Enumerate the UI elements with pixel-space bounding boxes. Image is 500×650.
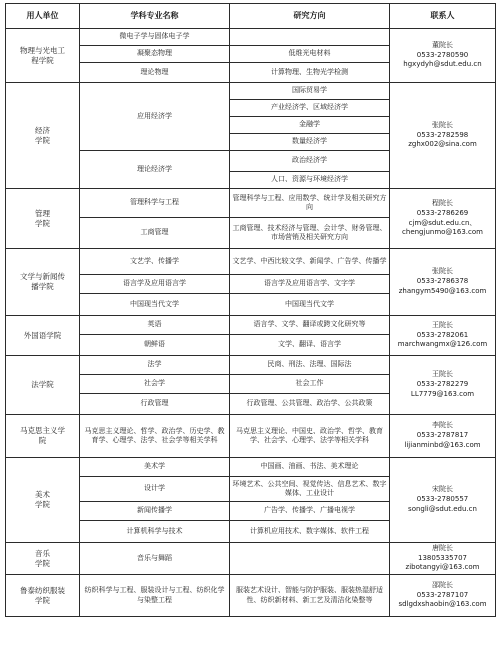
contact-cell: 张院长 0533-2782598 zghx002@sina.com	[390, 83, 496, 189]
direction-cell: 语言学及应用语言学、文字学	[230, 275, 390, 294]
direction-cell: 国际贸易学	[230, 83, 390, 100]
header-subject: 学科专业名称	[80, 4, 230, 29]
subject-cell: 理论经济学	[80, 151, 230, 189]
contact-cell: 唐院长 13805335707 zibotangyi@163.com	[390, 543, 496, 575]
subject-cell: 行政管理	[80, 394, 230, 415]
unit-cell: 物理与光电工 程学院	[6, 29, 80, 83]
header-row	[6, 4, 496, 29]
direction-cell: 计算物理、生物光学检测	[230, 63, 390, 83]
subject-cell: 文艺学、传播学	[80, 249, 230, 275]
subject-cell: 凝聚态物理	[80, 46, 230, 63]
direction-cell: 数量经济学	[230, 134, 390, 151]
table-row	[6, 249, 496, 275]
direction-cell: 广告学、传播学、广播电视学	[230, 502, 390, 521]
subject-cell: 音乐与舞蹈	[80, 543, 230, 575]
contact-cell: 董院长 0533-2780590 hgxydyh@sdut.edu.cn	[390, 29, 496, 83]
direction-cell: 服装艺术设计、智能与防护服装、服装热湿舒适性、纺织新材料、新工艺及清洁化染整等	[230, 575, 390, 617]
subject-cell: 工商管理	[80, 218, 230, 249]
subject-cell: 理论物理	[80, 63, 230, 83]
subject-cell: 美术学	[80, 458, 230, 477]
direction-cell: 语言学、文学、翻译或跨文化研究等	[230, 316, 390, 335]
subject-cell: 设计学	[80, 477, 230, 502]
direction-cell: 管理科学与工程、应用数学、统计学及相关研究方向	[230, 189, 390, 218]
subject-cell: 马克思主义理论、哲学、政治学、历史学、教育学、心理学、法学、社会学等相关学科	[80, 415, 230, 458]
subject-cell: 管理科学与工程	[80, 189, 230, 218]
direction-cell: 中国现当代文学	[230, 294, 390, 316]
unit-cell: 美术 学院	[6, 458, 80, 543]
table-row	[6, 316, 496, 335]
unit-cell: 法学院	[6, 356, 80, 415]
table-row	[6, 29, 496, 46]
unit-cell: 文学与新闻传 播学院	[6, 249, 80, 316]
unit-cell: 管理 学院	[6, 189, 80, 249]
direction-cell: 文学、翻译、语言学	[230, 335, 390, 356]
direction-cell: 社会工作	[230, 375, 390, 394]
subject-cell: 纺织科学与工程、服装设计与工程、纺织化学与染整工程	[80, 575, 230, 617]
subject-cell: 英语	[80, 316, 230, 335]
unit-cell: 鲁泰纺织服装 学院	[6, 575, 80, 617]
direction-cell: 中国画、油画、书法、美术理论	[230, 458, 390, 477]
subject-cell: 计算机科学与技术	[80, 521, 230, 543]
table-row	[6, 356, 496, 375]
direction-cell: 人口、资源与环境经济学	[230, 172, 390, 189]
recruitment-table	[5, 3, 496, 617]
header-direction: 研究方向	[230, 4, 390, 29]
direction-cell: 计算机应用技术、数字媒体、软件工程	[230, 521, 390, 543]
table-body	[6, 29, 496, 617]
contact-cell: 王院长 0533-2782061 marchwangmx@126.com	[390, 316, 496, 356]
unit-cell: 外国语学院	[6, 316, 80, 356]
direction-cell: 金融学	[230, 117, 390, 134]
contact-cell: 张院长 0533-2786378 zhangym5490@163.com	[390, 249, 496, 316]
subject-cell: 应用经济学	[80, 83, 230, 151]
subject-cell: 微电子学与固体电子学	[80, 29, 230, 46]
unit-cell: 音乐 学院	[6, 543, 80, 575]
contact-cell: 李院长 0533-2787817 lijianminbd@163.com	[390, 415, 496, 458]
header-unit: 用人单位	[6, 4, 80, 29]
direction-cell: 马克思主义理论、中国史、政治学、哲学、教育学、社会学、心理学、法学等相关学科	[230, 415, 390, 458]
unit-cell: 经济 学院	[6, 83, 80, 189]
table-row	[6, 458, 496, 477]
table-row	[6, 189, 496, 218]
table-row	[6, 575, 496, 617]
subject-cell: 朝鲜语	[80, 335, 230, 356]
table-row	[6, 415, 496, 458]
direction-cell: 文艺学、中西比较文学、新闻学、广告学、传播学	[230, 249, 390, 275]
direction-cell: 政治经济学	[230, 151, 390, 172]
direction-cell: 工商管理、技术经济与管理、会计学、财务管理、市场营销及相关研究方向	[230, 218, 390, 249]
contact-cell: 程院长 0533-2786269 cjm@sdut.edu.cn、 chengjunmo@163.com	[390, 189, 496, 249]
contact-cell: 王院长 0533-2782279 LL7779@163.com	[390, 356, 496, 415]
direction-cell: 低维光电材料	[230, 46, 390, 63]
subject-cell: 语言学及应用语言学	[80, 275, 230, 294]
header-contact: 联系人	[390, 4, 496, 29]
direction-cell: 行政管理、公共管理、政治学、公共政策	[230, 394, 390, 415]
contact-cell: 宋院长 0533-2780557 songli@sdut.edu.cn	[390, 458, 496, 543]
direction-cell: 产业经济学、区域经济学	[230, 100, 390, 117]
subject-cell: 新闻传播学	[80, 502, 230, 521]
direction-cell: 民商、刑法、法理、国际法	[230, 356, 390, 375]
table-row	[6, 543, 496, 575]
subject-cell: 社会学	[80, 375, 230, 394]
direction-cell	[230, 543, 390, 575]
direction-cell: 环境艺术、公共空间、视觉传达、信息艺术、数字媒体、工业设计	[230, 477, 390, 502]
subject-cell: 中国现当代文学	[80, 294, 230, 316]
subject-cell: 法学	[80, 356, 230, 375]
direction-cell	[230, 29, 390, 46]
unit-cell: 马克思主义学 院	[6, 415, 80, 458]
table-row	[6, 83, 496, 100]
contact-cell: 邵院长 0533-2787107 sdlgdxshaobin@163.com	[390, 575, 496, 617]
